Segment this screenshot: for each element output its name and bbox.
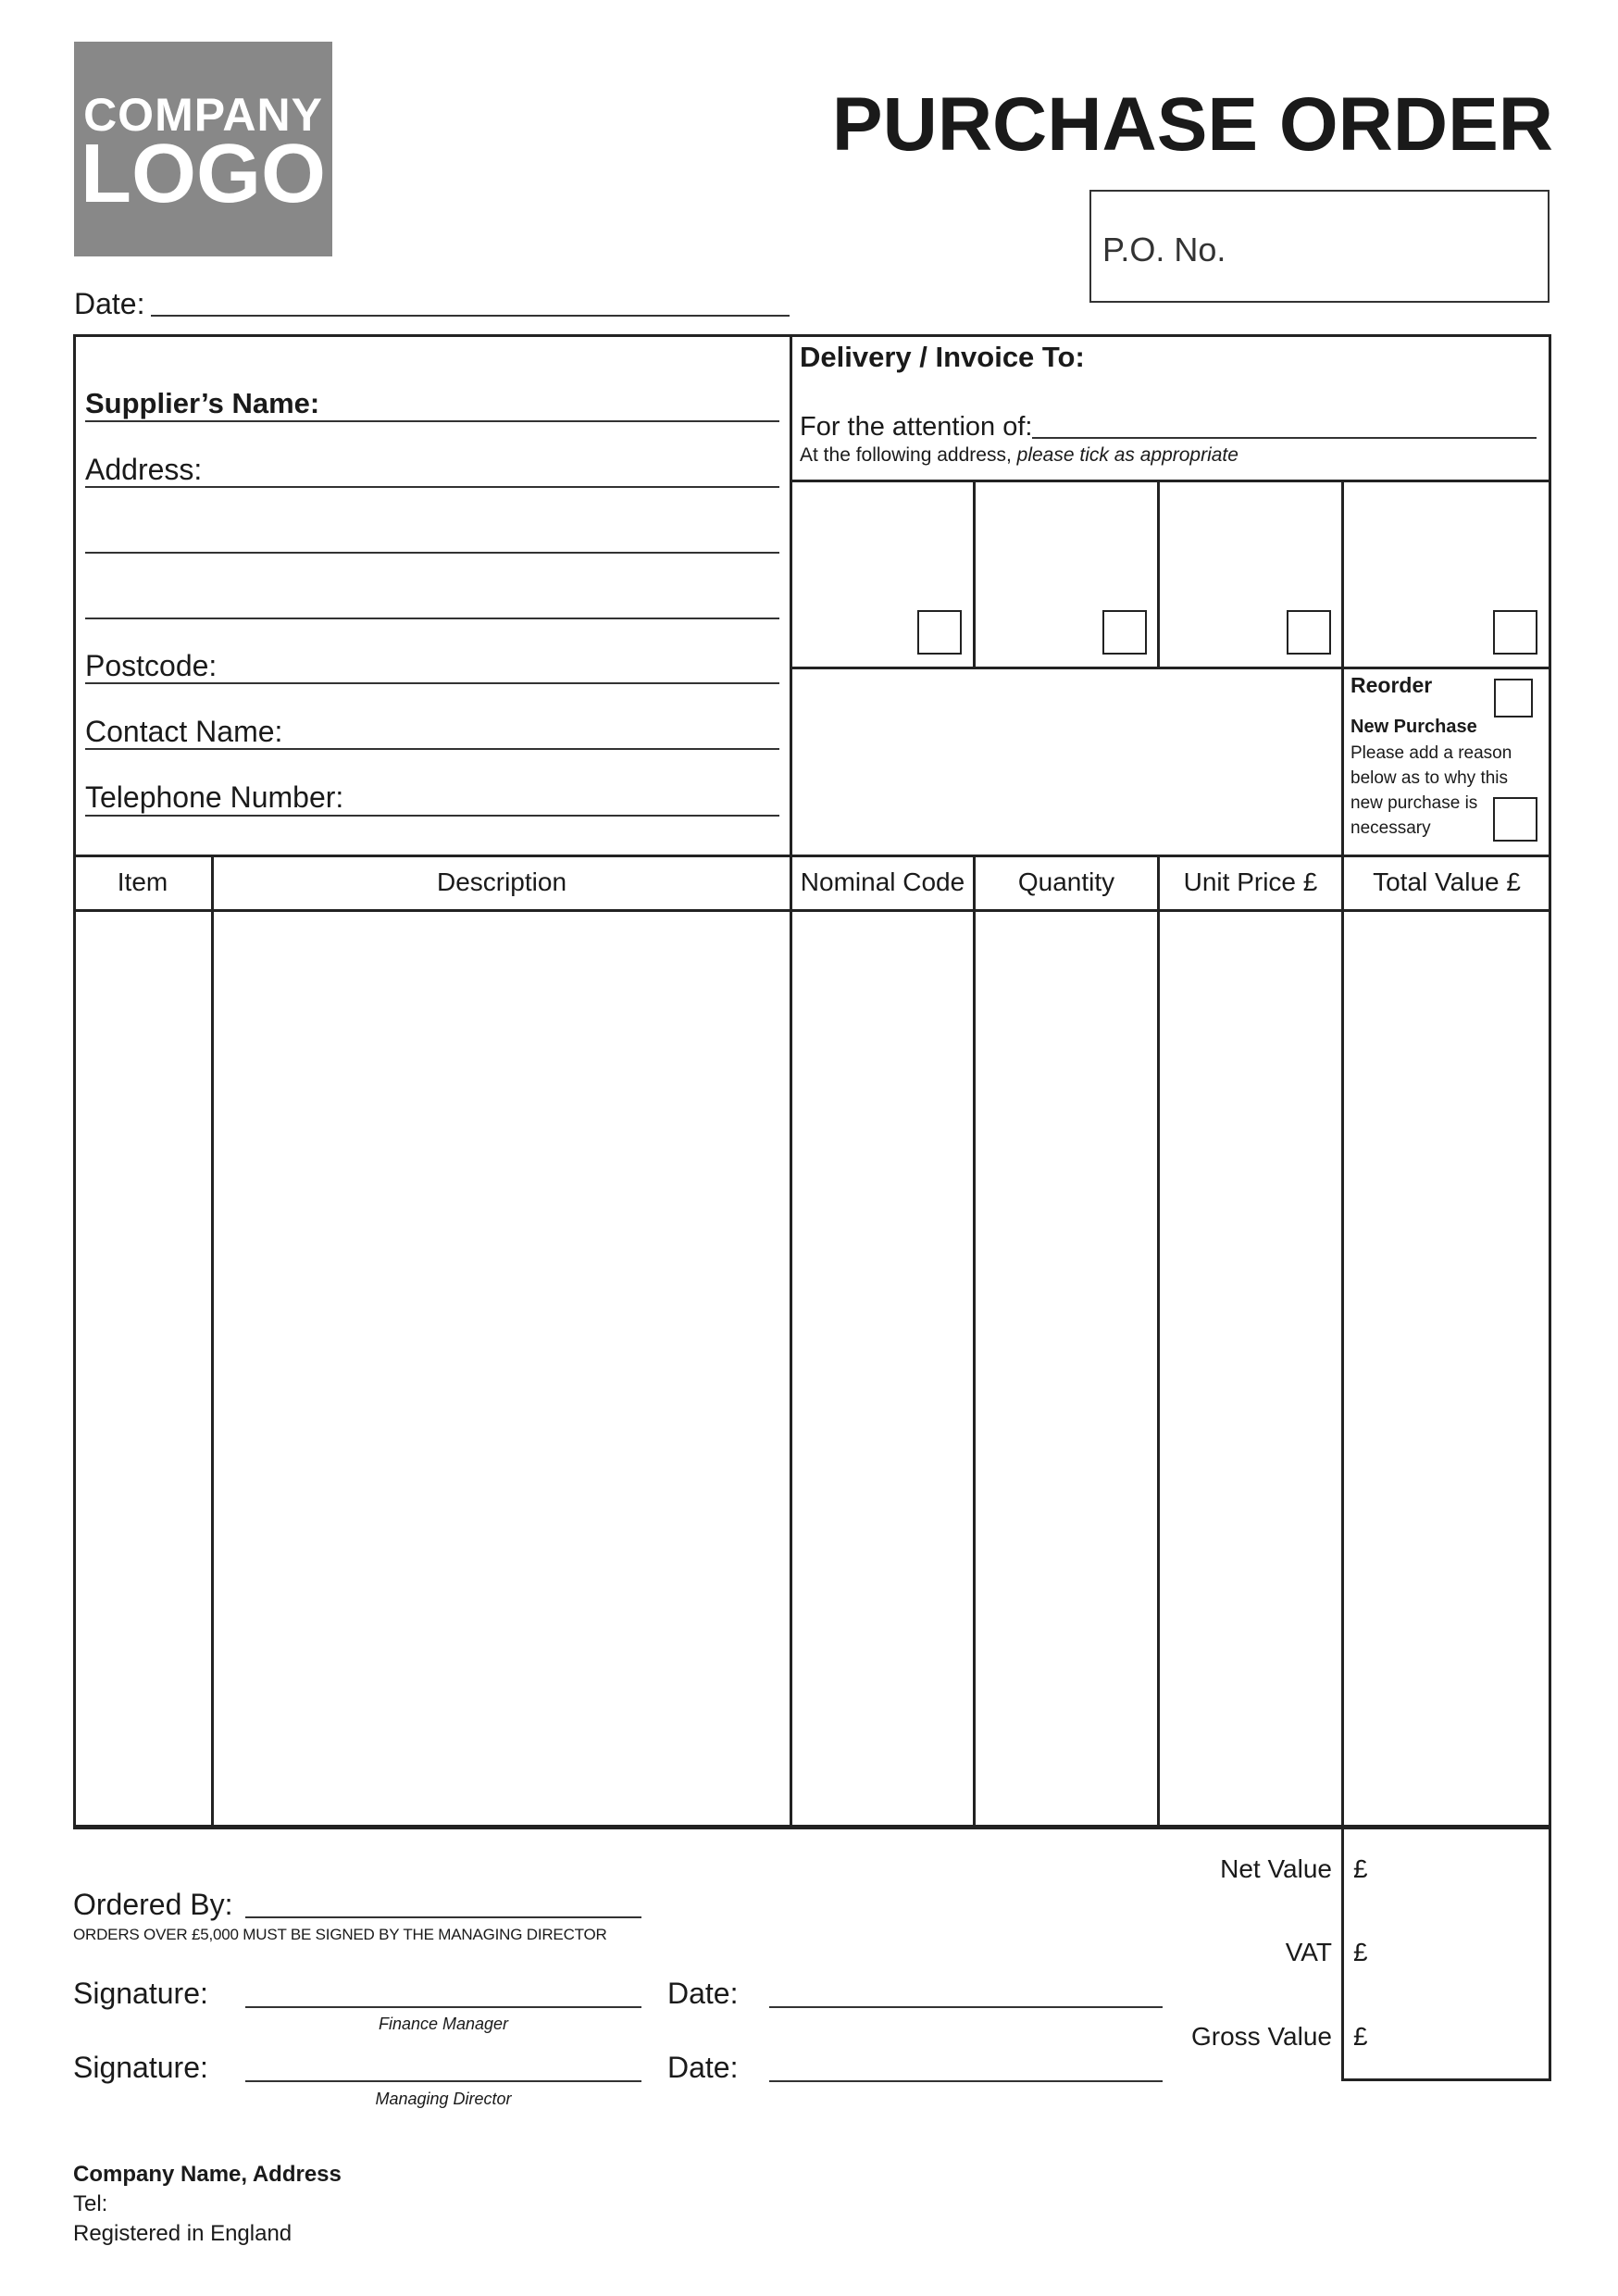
- net-value-label: Net Value: [1220, 1854, 1332, 1883]
- address-field-line-1[interactable]: [85, 486, 779, 488]
- net-value-currency: £: [1353, 1854, 1368, 1883]
- address-label: Address:: [85, 453, 203, 486]
- supplier-name-label: Supplier’s Name:: [85, 387, 320, 419]
- column-divider-nominal: [973, 855, 976, 1828]
- address-options-top-rule: [790, 480, 1550, 482]
- po-number-field[interactable]: [1089, 190, 1550, 303]
- signature-field-finance-manager[interactable]: [245, 2006, 641, 2008]
- column-divider-quantity: [1157, 855, 1160, 1828]
- date-label-1: Date:: [667, 1977, 739, 2010]
- date-field[interactable]: [151, 315, 790, 317]
- totals-bottom-border: [1341, 2078, 1551, 2081]
- logo-line-2: LOGO: [81, 128, 326, 220]
- date-label-2: Date:: [667, 2051, 739, 2084]
- column-header-description: Description: [436, 867, 567, 896]
- table-cell-unit-price[interactable]: [1345, 913, 1549, 1824]
- footer-tel: Tel:: [73, 2191, 108, 2216]
- po-number-label: P.O. No.: [1102, 231, 1226, 268]
- date-field-finance-manager[interactable]: [769, 2006, 1163, 2008]
- attention-field[interactable]: [1032, 437, 1537, 439]
- new-purchase-label: New Purchase: [1350, 717, 1477, 737]
- address-note: At the following address, please tick as appropriate: [800, 444, 1238, 466]
- vat-label: VAT: [1285, 1938, 1332, 1966]
- address-option-1-checkbox[interactable]: [917, 610, 962, 655]
- address-option-2-checkbox[interactable]: [1102, 610, 1147, 655]
- finance-manager-caption: Finance Manager: [378, 2015, 509, 2033]
- address-option-3-checkbox[interactable]: [1287, 610, 1331, 655]
- column-header-total-value: Total Value £: [1373, 867, 1521, 896]
- new-purchase-note: Please add a reason below as to why this new purchase is necessary: [1350, 743, 1512, 838]
- managing-director-caption: Managing Director: [375, 2090, 512, 2108]
- totals-left-border: [1341, 1826, 1344, 2081]
- contact-name-field[interactable]: [85, 748, 779, 750]
- postcode-label: Postcode:: [85, 649, 218, 682]
- contact-name-label: Contact Name:: [85, 715, 283, 748]
- address-option-divider-2: [1157, 480, 1160, 668]
- table-cell-nominal-code[interactable]: [977, 913, 1155, 1824]
- telephone-field[interactable]: [85, 815, 779, 817]
- telephone-label: Telephone Number:: [85, 780, 344, 814]
- gross-value-label: Gross Value: [1191, 2022, 1332, 2051]
- footer-registered: Registered in England: [73, 2221, 292, 2246]
- supplier-name-field[interactable]: [85, 420, 779, 422]
- column-header-unit-price: Unit Price £: [1183, 867, 1318, 896]
- date-field-managing-director[interactable]: [769, 2080, 1163, 2082]
- column-header-nominal-code: Nominal Code: [800, 867, 965, 896]
- orders-note: ORDERS OVER £5,000 MUST BE SIGNED BY THE MANAGING DIRECTOR: [73, 1926, 607, 1943]
- new-purchase-checkbox[interactable]: [1493, 797, 1537, 842]
- date-label: Date:: [74, 287, 145, 320]
- column-header-item: Item: [117, 867, 168, 896]
- reorder-checkbox[interactable]: [1494, 679, 1533, 718]
- address-options-bottom-rule: [790, 667, 1550, 669]
- table-header-rule: [74, 909, 1550, 912]
- table-top-rule: [74, 855, 1550, 857]
- footer-company: Company Name, Address: [73, 2162, 342, 2187]
- attention-label: For the attention of:: [800, 412, 1033, 442]
- column-divider-item: [211, 855, 214, 1828]
- ordered-by-field[interactable]: [245, 1916, 641, 1918]
- postcode-field[interactable]: [85, 682, 779, 684]
- signature-label-1: Signature:: [73, 1977, 208, 2010]
- address-option-4-checkbox[interactable]: [1493, 610, 1537, 655]
- reorder-label: Reorder: [1350, 673, 1433, 697]
- ordered-by-label: Ordered By:: [73, 1888, 233, 1921]
- address-option-divider-1: [973, 480, 976, 668]
- column-header-quantity: Quantity: [1017, 867, 1115, 896]
- delivery-heading: Delivery / Invoice To:: [800, 341, 1085, 373]
- table-bottom-rule: [74, 1825, 1550, 1828]
- totals-right-border: [1549, 1826, 1551, 2081]
- table-cell-quantity[interactable]: [1161, 913, 1339, 1824]
- signature-field-managing-director[interactable]: [245, 2080, 641, 2082]
- divider-supplier-delivery: [790, 335, 792, 1828]
- logo-line-1: COMPANY: [83, 89, 323, 141]
- vat-currency: £: [1353, 1938, 1368, 1966]
- address-field-line-2[interactable]: [85, 552, 779, 554]
- table-cell-description[interactable]: [215, 913, 788, 1824]
- divider-right-column: [1341, 480, 1344, 1828]
- address-field-line-3[interactable]: [85, 618, 779, 619]
- table-cell-item[interactable]: [76, 913, 210, 1824]
- company-logo: [74, 42, 332, 256]
- page-title: PURCHASE ORDER: [831, 82, 1553, 167]
- gross-value-currency: £: [1353, 2022, 1368, 2051]
- signature-label-2: Signature:: [73, 2051, 208, 2084]
